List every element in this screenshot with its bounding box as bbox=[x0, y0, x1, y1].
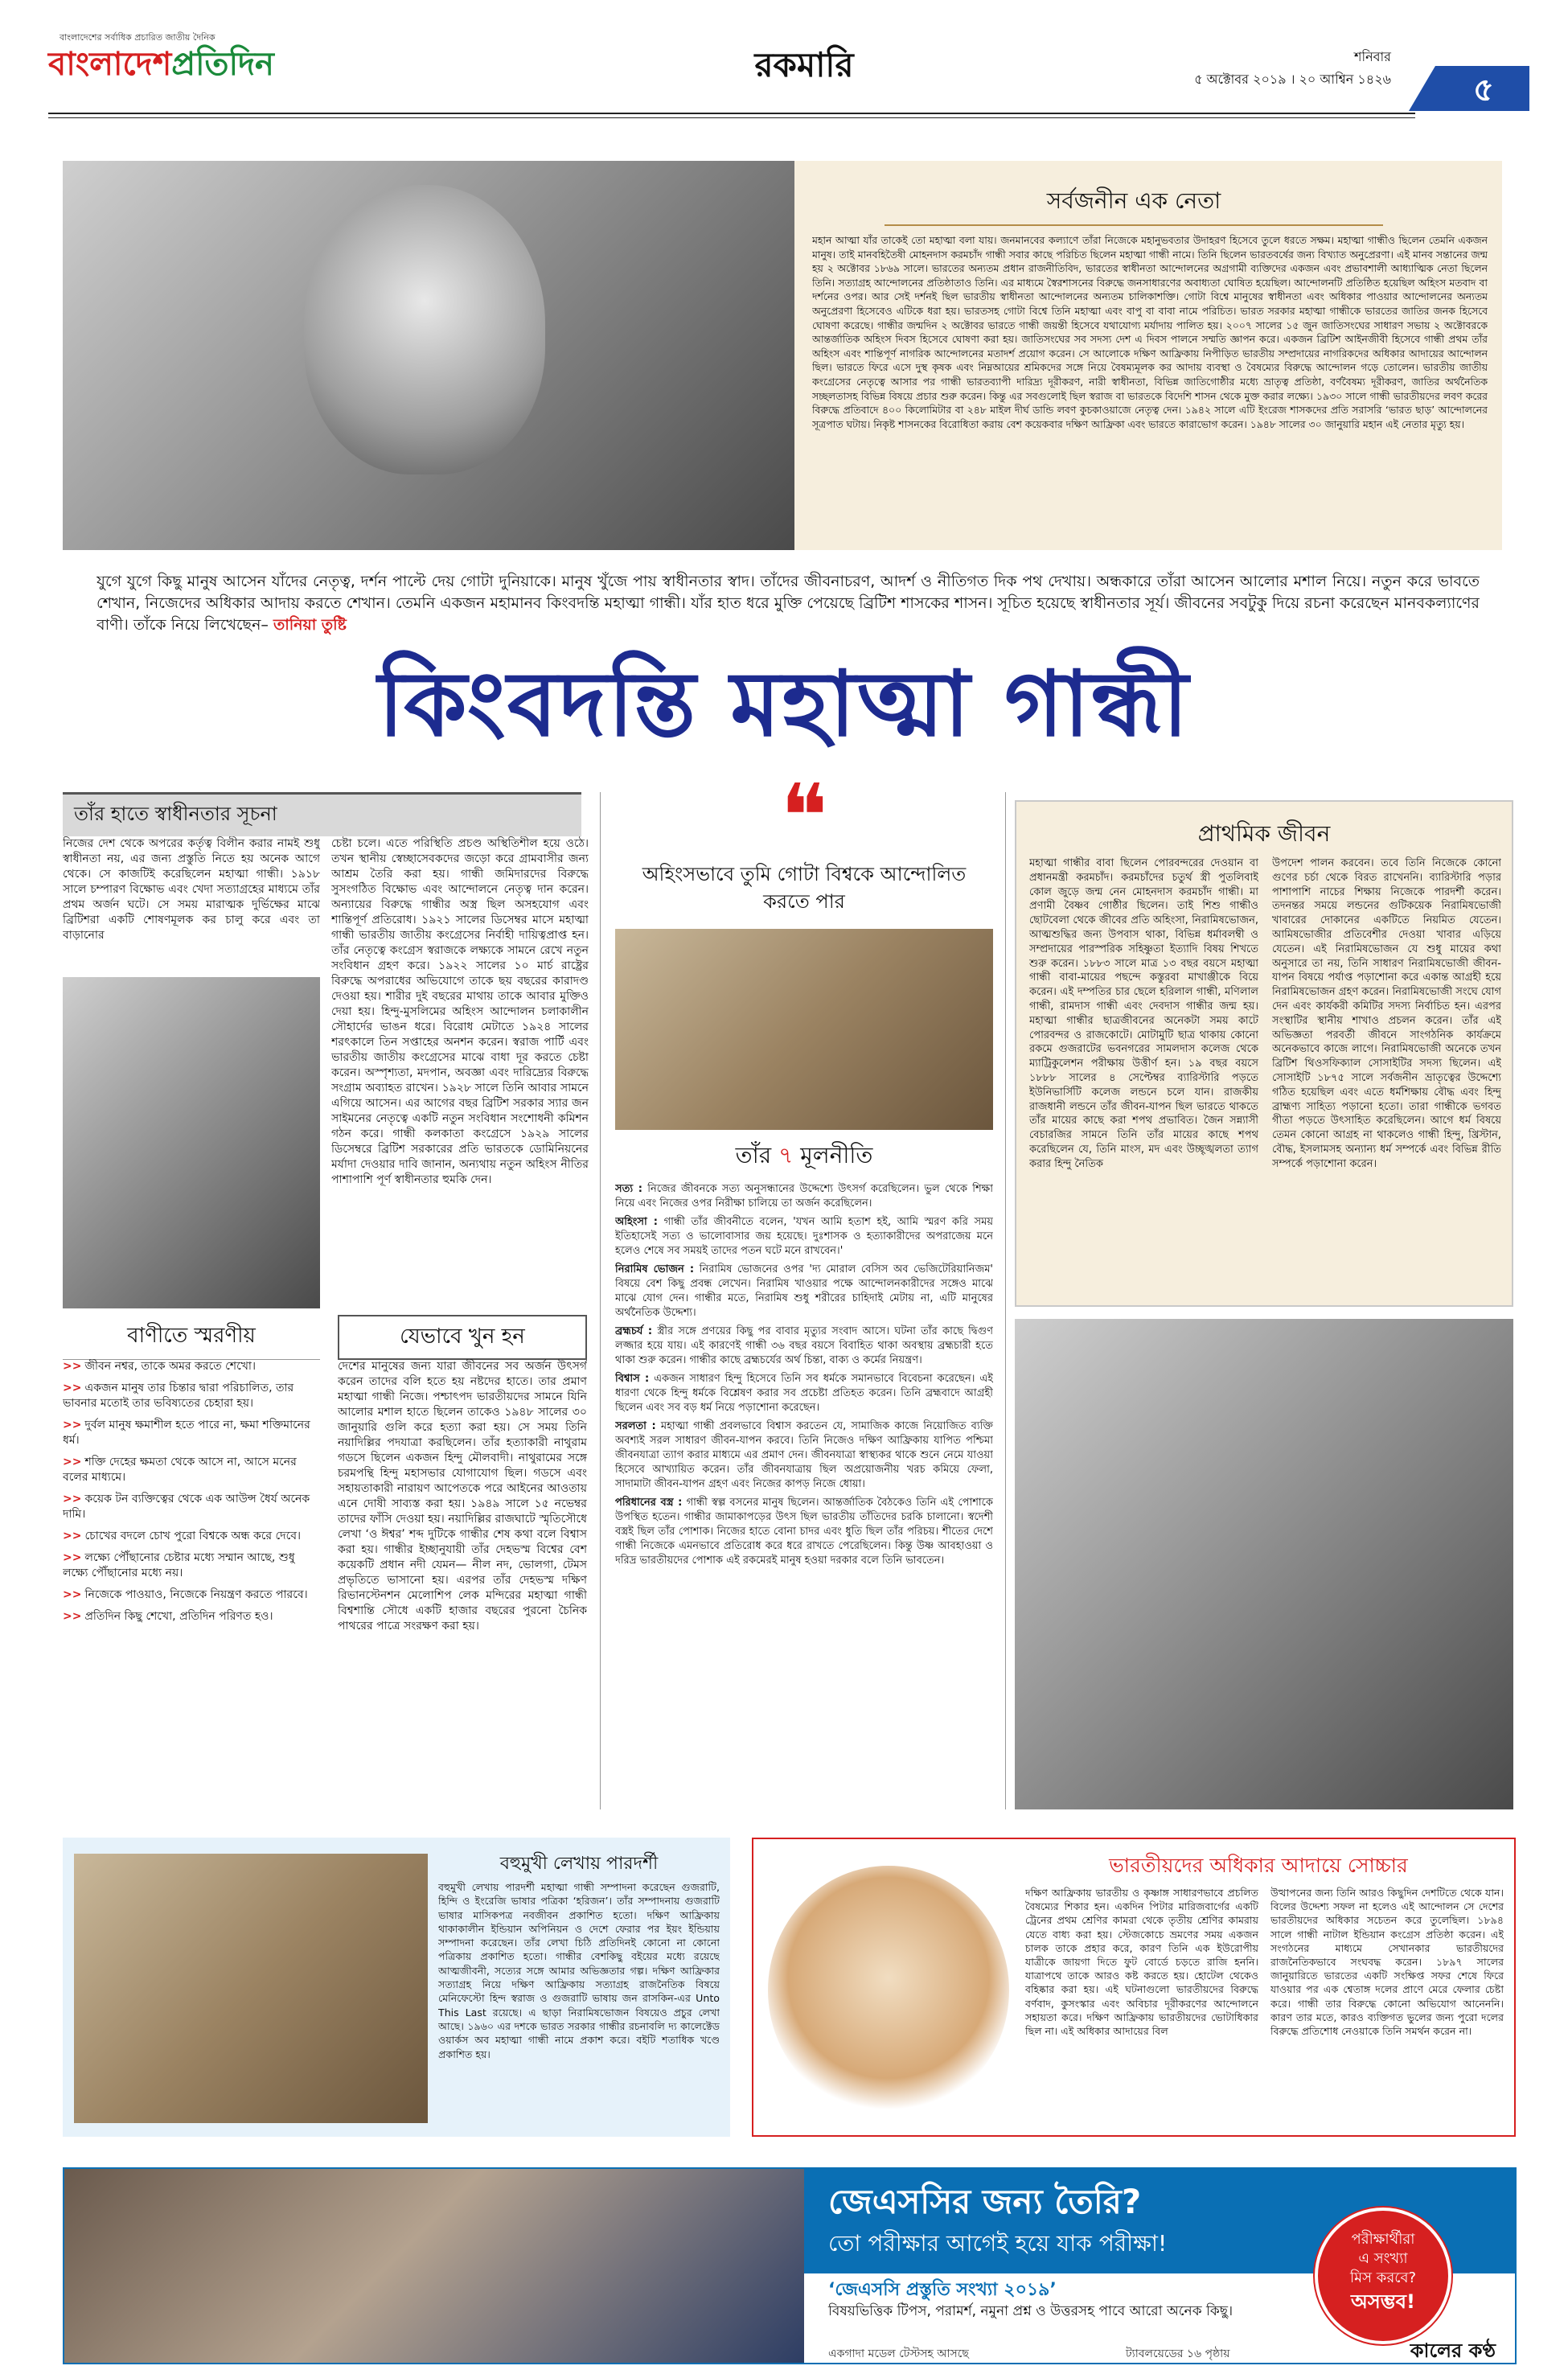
quote-item: >> দুর্বল মানুষ ক্ষমাশীল হতে পারে না, ক্ষমা শক্তিমানের ধর্ম। bbox=[63, 1419, 310, 1447]
principles-list bbox=[615, 1182, 993, 1809]
quote-item: >> একজন মানুষ তার চিন্তার দ্বারা পরিচালিত, তার ভাবনার মতোই তার ভবিষ্যতের চেহারা হয়। bbox=[63, 1382, 294, 1410]
students-photo bbox=[64, 2169, 804, 2363]
quotes-list bbox=[63, 1359, 320, 1809]
logo-accent: প্রতিদিন bbox=[171, 46, 274, 83]
section-title: রকমারি bbox=[754, 45, 854, 84]
header-rule bbox=[48, 113, 1415, 114]
quote-item: >> লক্ষ্যে পৌঁছানোর চেষ্টার মধ্যে সম্মান আছে, শুধু লক্ষ্যে পৌঁছানোর মধ্যে নয়। bbox=[63, 1551, 295, 1579]
freedom-col1: নিজের দেশ থেকে অপরের কর্তৃত্ব বিলীন করার নামই শুধু স্বাধীনতা নয়, এর জন্য প্রস্তুতি নিতে হয় অনেক আগে থেকে। সে কাজটিই করেছিলেন মহাত্মা গান্ধী। ১৯১৮ সালে চম্পারণ বিক্ষোভ এবং খেদা সত্যাগ্রহের মাধ্যমে তাঁর প্রথম অর্জন ঘটে। সে সময় মারাত্মক দুর্ভিক্ষের মাঝে ব্রিটিশরা একটি শোষণমূলক কর চালু করে এবং তা বাড়ানোর bbox=[63, 837, 320, 942]
principles-heading bbox=[615, 1138, 993, 1176]
ad-badge bbox=[1315, 2208, 1451, 2344]
intro-paragraph bbox=[96, 571, 1480, 659]
main-headline: কিংবদন্তি মহাত্মা গান্ধী bbox=[378, 652, 1190, 757]
header-rule-thin bbox=[48, 117, 1415, 118]
principle-item: বিশ্বাস : একজন সাধারণ হিন্দু হিসেবে তিনি সব ধর্মকে সমানভাবে বিবেচনা করেছেন। এই ধারণা থেকে হিন্দু ধর্মকে বিশ্লেষণ করার সব প্রচেষ্টা প্রতিহত করেন। তিনি ব্রহ্মবাদে আগ্রহী ছিলেন এবং সব বড় ধর্ম নিয়ে পড়াশোনা করেছেন। bbox=[615, 1373, 993, 1414]
early-life-col2: উপদেশ পালন করবেন। তবে তিনি নিজেকে কোনো গুণের চর্চা থেকে বিরত রাখেননি। ব্যারিস্টারি পড়ার পাশাপাশি নাচের শিক্ষায় নিজেকে পারদর্শী করেন। তদনন্তর সময়ে লন্ডনের গুটিকয়েক নিরামিষভোজী খাবারের দোকানের একটিতে নিয়মিত যেতেন। আমিষভোজীর প্রতিবেশীর দেওয়া খাবার এড়িয়ে যেতেন। এই নিরামিষভোজন যে শুধু মায়ের কথা অনুসারে তা নয়, তিনি সাধারণ নিরামিষভোজী জীবন-যাপন বিষয়ে পর্যাপ্ত পড়াশোনা করে একান্ত আগ্রহী হয়ে নিরামিষভোজন গ্রহণ করেন। নিরামিষভোজী সংঘে যোগ দেন এবং কার্যকরী কমিটির সদস্য নির্বাচিত হন। এরপর সংস্থাটির স্থানীয় শাখাও প্রচলন করেন। তাঁর এই অভিজ্ঞতা পরবর্তী জীবনে সাংগঠনিক কার্যক্রমে অনেকভাবে কাজে লাগে। নিরামিষভোজী অনেকে তখন ব্রিটিশ থিওসফিক্যাল সোসাইটির সদস্য ছিলেন। এই সোসাইটি ১৮৭৫ সালে সর্বজনীন ভ্রাতৃত্বের উদ্দেশ্যে গঠিত হয়েছিল এবং এতে ধর্মশিক্ষায় বৌদ্ধ এবং হিন্দু ব্রাহ্মণ্য সাহিত্য পড়ানো হতো। তারা গান্ধীকে ভগবত গীতা পড়তে উৎসাহিত করেছিলেন। আগে ধর্ম বিষয়ে তেমন কোনো আগ্রহ না থাকলেও গান্ধী হিন্দু, খ্রিস্টান, বৌদ্ধ, ইসলামসহ অন্যান্য ধর্ম সম্পর্কে এবং বিভিন্ন রীতি সম্পর্কে পড়াশোনা করেন। bbox=[1272, 857, 1501, 1170]
quote-item: >> শক্তি দেহের ক্ষমতা থেকে আসে না, আসে মনের বলের মাধ্যমে। bbox=[63, 1456, 297, 1484]
badge-line-1: পরীক্ষার্থীরা bbox=[1351, 2231, 1415, 2248]
ad-issue-name: ‘জেএসসি প্রস্তুতি সংখ্যা ২০১৯’ bbox=[828, 2280, 1057, 2300]
principle-item: ব্রহ্মচর্য : স্ত্রীর সঙ্গে প্রণয়ের কিছু পর বাবার মৃত্যুর সংবাদ আসে। ঘটনা তাঁর কাছে দ্বিগুণ লজ্জার হয়ে যায়। এই কারণেই গান্ধী ৩৬ বছর বয়সে বিবাহিত থাকা অবস্থায় ব্রহ্মচারী হতে থাকা শুরু করেন। গান্ধীর কাছে ব্রহ্মচর্যের অর্থ চিন্তা, বাক্য ও কর্মের নিয়ন্ত্রণ। bbox=[615, 1325, 993, 1366]
rights-col1: দক্ষিণ আফ্রিকায় ভারতীয় ও কৃষ্ণাঙ্গ সাধারণভাবে প্রচলিত বৈষম্যের শিকার হন। একদিন পিটার মারিজবার্গের একটি ট্রেনের প্রথম শ্রেণির কামরা থেকে তৃতীয় শ্রেণির কামরায় যেতে বাধ্য করা হয়। স্টেজকোচে ভ্রমণের সময় একজন চালক তাকে প্রহার করে, কারণ তিনি এক ইউরোপীয় যাত্রীকে জায়গা দিতে ফুট বোর্ডে চড়তে রাজি হননি। যাত্রাপথে তাকে আরও কষ্ট করতে হয়। হোটেল থেকেও বহিষ্কার করা হয়। এই ঘটনাগুলো ভারতীয়দের বিরুদ্ধে বর্ণবাদ, কুসংস্কার এবং অবিচার দূরীকরণের আন্দোলনে সহায়তা করে। দক্ষিণ আফ্রিকায় ভারতীয়দের ভোটাধিকার ছিল না। এই অধিকার আদায়ের বিল bbox=[1025, 1887, 1258, 2038]
gandhi-spinning-wheel-photo bbox=[615, 929, 993, 1130]
ad-headline: জেএসসির জন্য তৈরি? bbox=[828, 2182, 1142, 2221]
principle-item: সরলতা : মহাত্মা গান্ধী প্রবলভাবে বিশ্বাস করতেন যে, সামাজিক কাজে নিয়োজিত ব্যক্তি অবশ্যই সরল সাধারণ জীবন-যাপন করবে। তিনি নিজেও দক্ষিণ আফ্রিকায় যাপিত পশ্চিমা জীবনযাত্রা ত্যাগ করার মাধ্যমে এর প্রমাণ দেন। জীবনযাত্রা স্বাস্থ্যকর থাকে শুনে নেমে যাওয়া হিসেবে আখ্যায়িত করেন। তাঁর জীবনযাত্রায় ছিল অপ্রয়োজনীয় খরচ কমিয়ে ফেলা, সাদামাটা জীবন-যাপন গ্রহণ এবং নিজের কাপড় নিজে ধোয়া। bbox=[615, 1420, 993, 1490]
quote-item: >> জীবন নশ্বর, তাকে অমর করতে শেখো। bbox=[63, 1360, 256, 1373]
murder-body: দেশের মানুষের জন্য যারা জীবনের সব অর্জন উৎসর্গ করেন তাদের বলি হতে হয় নষ্টদের হাতে। তার প্রমাণ মহাত্মা গান্ধী নিজে। পশ্চাৎপদ ভারতীয়দের সামনে যিনি আলোর মশাল হাতে ছিলেন তাকেও ১৯৪৮ সালের ৩০ জানুয়ারি গুলি করে হত্যা করা হয়। সে সময় তিনি নয়াদিল্লির পদযাত্রা করছিলেন। তাঁর হত্যাকারী নাথুরাম গডসে ছিলেন একজন হিন্দু মৌলবাদী। নাথুরামের সঙ্গে চরমপন্থি হিন্দু মহাসভার যোগাযোগ ছিল। গডসে এবং সহায়তাকারী নারায়ণ আপেতকে পরে আইনের আওতায় এনে দোষী সাব্যস্ত করা হয়। ১৯৪৯ সালে ১৫ নভেম্বর তাদের ফাঁসি দেওয়া হয়। নয়াদিল্লির রাজঘাটে স্মৃতিসৌধে লেখা ‘ও ঈশ্বর’ শব্দ দুটিকে গান্ধীর শেষ কথা বলে বিশ্বাস করা হয়। গান্ধীর ইচ্ছানুযায়ী তাঁর দেহভস্ম বিশ্বের বেশ কয়েকটি প্রধান নদী যেমন— নীল নদ, ভোলগা, টেমস প্রভৃতিতে ভাসানো হয়। এরপর তাঁর দেহভস্ম দক্ষিণ রিভানস্টেনশন মেলোশিপ লেক মন্দিরের মহাত্মা গান্ধী বিশ্বশান্তি সৌধে একটি হাজার বছরের পুরনো চৈনিক পাথরের পাত্রে সংরক্ষণ করা হয়। bbox=[338, 1360, 587, 1633]
gandhi-portrait-photo bbox=[63, 161, 794, 550]
quote-item: >> চোখের বদলে চোখ পুরো বিশ্বকে অন্ধ করে দেবে। bbox=[63, 1530, 302, 1542]
early-life-heading: প্রাথমিক জীবন bbox=[1197, 820, 1331, 847]
ad-footer-line-2: ট্যাবলয়েডের ১৬ পৃষ্ঠায় bbox=[1126, 2347, 1230, 2360]
principle-item: অহিংসা : গান্ধী তাঁর জীবনীতে বলেন, 'যখন আমি হতাশ হই, আমি স্মরণ করি সময় ইতিহাসেই সত্য ও ভালোবাসার জয় হয়েছে। দুঃশাসক ও হত্যাকারীদের অপরাজেয় মনে হলেও শেষে সব সময়ই তাদের পতন ঘটে মনে রাখবেন।' bbox=[615, 1216, 993, 1257]
principle-item: সত্য : নিজের জীবনকে সত্য অনুসন্ধানের উদ্দেশ্যে উৎসর্গ করেছিলেন। ভুল থেকে শিক্ষা নিয়ে এবং নিজের ওপর নিরীক্ষা চালিয়ে তা অর্জন করেছিলেন। bbox=[615, 1183, 993, 1210]
badge-line-2: এ সংখ্যা bbox=[1358, 2250, 1408, 2267]
column-divider bbox=[600, 792, 601, 1809]
quote-mark-icon: ❝ bbox=[780, 765, 828, 868]
quote-item: >> নিজেকে পাওয়াও, নিজেকে নিয়ন্ত্রণ করতে পারবে। bbox=[63, 1588, 308, 1601]
gandhi-walking-photo bbox=[63, 977, 320, 1308]
murder-heading: যেভাবে খুন হন bbox=[338, 1315, 587, 1360]
writer-heading: বহুমুখী লেখায় পারদর্শী bbox=[499, 1854, 659, 1874]
kaler-kantho-logo[interactable]: কালের কণ্ঠ bbox=[1410, 2339, 1496, 2362]
quotes-heading: বাণীতে স্মরণীয় bbox=[63, 1319, 320, 1360]
principle-item: নিরামিষ ভোজন : নিরামিষ ভোজনের ওপর 'দ্য মোরাল বেসিস অব ভেজিটেরিয়ানিজম' বিষয়ে বেশ কিছু প্রবন্ধ লেখেন। নিরামিষ খাওয়ার পক্ষে আন্দোলনকারীদের সঙ্গেও মাঝে মাঝে যোগ দেন। গান্ধীর মতে, নিরামিষ শুধু শরীরের চাহিদাই মেটায় না, এটি মানুষের অর্থনৈতিক উদ্দেশ্য। bbox=[615, 1263, 993, 1319]
rights-heading: ভারতীয়দের অধিকার আদায়ে সোচ্চার bbox=[1109, 1854, 1408, 1877]
principle-item: পরিধানের বস্ত্র : গান্ধী স্বল্প বসনের মানুষ ছিলেন। আন্তর্জাতিক বৈঠকেও তিনি এই পোশাকে উপস্থিত হতেন। গান্ধীর জামাকাপড়ের উৎস ছিল ভারতীয় তাঁতিদের চরকি চালানো। স্বদেশী বস্ত্রই ছিল তাঁর পোশাক। নিজের হাতে বোনা চাদর এবং ধুতি ছিল তাঁর পরিচয়। শীতের দেশে গান্ধী নিজেকে এমনভাবে প্রতিরোধ করে ধরে রাখতে পেরেছিলেন। কিন্তু উষ্ণ আবহাওয়া ও দরিদ্র ভারতীয়দের পোশাক এই রকমেরই মানুষ হওয়া দরকার বলে তিনি ভাবতেন। bbox=[615, 1497, 993, 1567]
logo-main: বাংলাদেশ bbox=[48, 46, 172, 83]
logo-tagline: বাংলাদেশের সর্বাধিক প্রচারিত জাতীয় দৈনিক bbox=[60, 32, 215, 43]
newspaper-logo[interactable] bbox=[48, 46, 338, 83]
intro-author: তানিয়া তুষ্টি bbox=[273, 616, 347, 634]
quote-item: >> প্রতিদিন কিছু শেখো, প্রতিদিন পরিণত হও। bbox=[63, 1610, 273, 1623]
gandhi-sketch-illustration bbox=[768, 1866, 1009, 2115]
principles-title-suffix: মূলনীতি bbox=[793, 1142, 873, 1169]
portrait-face bbox=[304, 185, 545, 474]
badge-line-3: মিস করবে? bbox=[1349, 2269, 1417, 2286]
issue-date: ৫ অক্টোবর ২০১৯ । ২০ আশ্বিন ১৪২৬ bbox=[1194, 72, 1391, 87]
quote-item: >> কয়েক টন ব্যক্তিত্বের থেকে এক আউন্স ধৈর্য অনেক দামি। bbox=[63, 1493, 310, 1521]
top-article-title: সর্বজনীন এক নেতা bbox=[885, 183, 1383, 226]
principles-title-prefix: তাঁর bbox=[735, 1142, 779, 1169]
rights-col2: উত্থাপনের জন্য তিনি আরও কিছুদিন দেশটিতে থেকে যান। বিলের উদ্দেশ্য সফল না হলেও এই আন্দোলন সে দেশের ভারতীয়দের অধিকার সচেতন করে তুলেছিল। ১৮৯৪ সালে গান্ধী নাটাল ইন্ডিয়ান কংগ্রেস প্রতিষ্ঠা করেন। এই সংগঠনের মাধ্যমে সেখানকার ভারতীয়দের রাজনৈতিকভাবে সংঘবদ্ধ করেন। ১৮৯৭ সালের জানুয়ারিতে ভারতের একটি সংক্ষিপ্ত সফর শেষে ফিরে যাওয়ার পর এক শ্বেতাঙ্গ দলের প্রাণে মেরে ফেলার চেষ্টা করে। গান্ধী তার বিরুদ্ধে কোনো অভিযোগ আনেননি। কারণ তার মতে, কারও ব্যক্তিগত ভুলের জন্য পুরো দলের বিরুদ্ধে প্রতিশোধ নেওয়াকে তিনি সমর্থন করেন না। bbox=[1270, 1887, 1504, 2038]
ad-subheadline: তো পরীক্ষার আগেই হয়ে যাক পরীক্ষা! bbox=[828, 2230, 1168, 2257]
masthead bbox=[48, 31, 338, 103]
gandhi-writing-photo bbox=[74, 1854, 428, 2123]
writer-body: বহুমুখী লেখায় পারদর্শী মহাত্মা গান্ধী সম্পাদনা করেছেন গুজরাটি, হিন্দি ও ইংরেজি ভাষার পত্রিকা ‘হরিজন’। তাঁর সম্পাদনায় গুজরাটি ভাষার মাসিকপত্র নবজীবন প্রকাশিত হতো। দক্ষিণ আফ্রিকায় থাকাকালীন ইন্ডিয়ান অপিনিয়ন ও দেশে ফেরার পর ইয়ং ইন্ডিয়ায় সম্পাদনা করেছেন। তাঁর লেখা চিঠি প্রতিদিনই কোনো না কোনো পত্রিকায় প্রকাশিত হতো। গান্ধীর বেশকিছু বইয়ের মধ্যে রয়েছে আত্মজীবনী, সত্যের সঙ্গে আমার অভিজ্ঞতার গল্প। দক্ষিণ আফ্রিকার সত্যাগ্রহ নিয়ে দক্ষিণ আফ্রিকায় সত্যাগ্রহ রাজনৈতিক বিষয়ে মেনিফেস্টো হিন্দ স্বরাজ ও গুজরাটি ভাষায় জন রাসকিন-এর Unto This Last রয়েছে। এ ছাড়া নিরামিষভোজন বিষয়েও প্রচুর লেখা আছে। ১৯৬০ এর দশকে ভারত সরকার গান্ধীর রচনাবলি দ্য কালেক্টেড ওয়ার্কস অব মহাত্মা গান্ধী নামে প্রকাশ করে। বইটি শতাধিক খণ্ডে প্রকাশিত হয়। bbox=[438, 1881, 720, 2060]
ad-footer-line-1: একগাদা মডেল টেস্টসহ আসছে bbox=[828, 2347, 969, 2360]
principles-title-number: ৭ bbox=[778, 1142, 794, 1169]
top-article-body: মহান আত্মা যাঁর তাকেই তো মহাত্মা বলা যায়। জনমানবের কল্যাণে তাঁরা নিজেকে মহানুভবতার উদাহরণ হিসেবে তুলে ধরতে সক্ষম। মহাত্মা গান্ধীও ছিলেন তেমনি একজন মানুষ। তাই মানবহিতৈষী মোহনদাস করমচাঁদ গান্ধী সবার কাছে পরিচিত ছিলেন মহাত্মা গান্ধী নামে। তিনি ছিলেন ভারতবর্ষের জন্য বিখ্যাত অনুপ্রেরণা। এই মানব সন্তানের জন্ম হয় ২ অক্টোবর ১৮৬৯ সালে। ভারতের অন্যতম প্রধান রাজনীতিবিদ, ভারতের স্বাধীনতা আন্দোলনের অগ্রগামী ব্যক্তিদের একজন এবং প্রভাবশালী আধ্যাত্মিক নেতা ছিলেন তিনি। সত্যাগ্রহ আন্দোলনের প্রতিষ্ঠাতাও তিনি। এর মাধ্যমে স্বৈরশাসনের বিরুদ্ধে জনসাধারণের অবাধ্যতা ঘোষিত হয়েছিল। আন্দোলনটি প্রতিষ্ঠিত হয়েছিল অহিংস মতবাদ বা দর্শনের ওপর। আর সেই দর্শনই ছিল ভারতীয় স্বাধীনতা আন্দোলনের অন্যতম চালিকাশক্তি। গোটা বিশ্বে মানুষের স্বাধীনতা এবং অধিকার পাওয়ার আন্দোলনের অন্যতম অনুপ্রেরণা হিসেবেও এটিকে ধরা হয়। ভারতসহ গোটা বিশ্বে তিনি মহাত্মা এবং বাপু বা বাবা নামে পরিচিত। ভারত সরকার মহাত্মা গান্ধীকে ভারতের জাতির জনক হিসেবে ঘোষণা করেছে। গান্ধীর জন্মদিন ২ অক্টোবর ভারতে গান্ধী জয়ন্তী হিসেবে যথাযোগ্য মর্যাদায় পালিত হয়। ২০০৭ সালের ১৫ জুন জাতিসংঘের সাধারণ সভায় ২ অক্টোবরকে আন্তর্জাতিক অহিংস দিবস হিসেবে ঘোষণা করা হয়। জাতিসংঘের সব সদস্য দেশ এ দিবস পালনে সম্মতি জ্ঞাপন করে। একজন ব্রিটিশ আইনজীবী হিসেবে গান্ধী প্রথম তাঁর অহিংস এবং শান্তিপূর্ণ নাগরিক আন্দোলনের মতাদর্শ প্রয়োগ করেন। সে আলোকে দক্ষিণ আফ্রিকায় নিপীড়িত ভারতীয় সম্প্রদায়ের নাগরিকদের অধিকার আদায়ের আন্দোলন ছিল। ভারতে ফিরে এসে দুস্থ কৃষক এবং নিম্নআয়ের শ্রমিকদের সঙ্গে নিয়ে বৈষম্যমূলক কর আদায় ব্যবস্থা ও বৈষম্যের বিরুদ্ধে আন্দোলন গড়ে তোলেন। ভারতীয় জাতীয় কংগ্রেসের নেতৃত্বে আসার পর গান্ধী ভারতব্যাপী দারিদ্র্য দূরীকরণ, নারী স্বাধীনতা, বিভিন্ন জাতিগোষ্ঠীর মধ্যে ভ্রাতৃত্ব প্রতিষ্ঠা, বর্ণবৈষম্য দূরীকরণ, জাতির অর্থনৈতিক সচ্ছলতাসহ বিভিন্ন বিষয়ে প্রচার শুরু করেন। কিন্তু এর সবগুলোই ছিল স্বরাজ বা ভারতকে বিদেশি শাসন থেকে মুক্ত করার লক্ষ্যে। ১৯৩০ সালে গান্ধী ভারতীয়দের লবণ করের বিরুদ্ধে প্রতিবাদে ৪০০ কিলোমিটার বা ২৪৮ মাইল দীর্ঘ ডান্ডি লবণ কুচকাওয়াজে নেতৃত্ব দেন। ১৯৪২ সালে এটি ইংরেজ শাসকদের প্রতি সরাসরি ‘ভারত ছাড়’ আন্দোলনের সূত্রপাত ঘটায়। নিকৃষ্ট শাসনকের বিরোধিতা করায় বেশ কয়েকবার দক্ষিণ আফ্রিকা এবং ভারতে কারাভোগ করেন। ১৯৪৮ সালের ৩০ জানুয়ারি মহান এই নেতার মৃত্যু হয়। bbox=[812, 234, 1488, 430]
badge-line-4: অসম্ভব! bbox=[1351, 2290, 1415, 2313]
column-divider bbox=[1005, 792, 1006, 1809]
freedom-heading: তাঁর হাতে স্বাধীনতার সূচনা bbox=[63, 792, 581, 836]
page-number: ৫ bbox=[1473, 72, 1494, 109]
issue-day: শনিবার bbox=[1354, 49, 1391, 64]
intro-text: যুগে যুগে কিছু মানুষ আসেন যাঁদের নেতৃত্ব, দর্শন পাল্টে দেয় গোটা দুনিয়াকে। মানুষ খুঁজে পায় স্বাধীনতার স্বাদ। তাঁদের জীবনাচরণ, আদর্শ ও নীতিগত দিক পথ দেখায়। অন্ধকারে তাঁরা আসেন আলোর মশাল নিয়ে। নতুন করে ভাবতে শেখান, নিজেদের অধিকার আদায় করতে শেখান। তেমনি একজন মহামানব কিংবদন্তি মহাত্মা গান্ধী। যাঁর হাত ধরে মুক্তি পেয়েছে ব্রিটিশ শাসকের শাসন। সূচিত হয়েছে স্বাধীনতার সূর্য। জীবনের সবটুকু দিয়ে রচনা করেছেন মানবকল্যাণের বাণী। তাঁকে নিয়ে লিখেছেন– bbox=[96, 573, 1480, 634]
salt-march-photo bbox=[1015, 1319, 1513, 1809]
freedom-col2: চেষ্টা চলে। এতে পরিস্থিতি প্রচণ্ড অস্থিতিশীল হয়ে ওঠে। তখন স্থানীয় স্বেচ্ছাসেবকদের জড়ো করে গ্রামবাসীর জন্য আশ্রম তৈরি করা হয়। গান্ধী জমিদারদের বিরুদ্ধে সুসংগঠিত বিক্ষোভ এবং আন্দোলনে নেতৃত্ব দান করেন। অন্যায়ের বিরুদ্ধে গান্ধীর অস্ত্র ছিল অসহযোগ এবং শান্তিপূর্ণ প্রতিরোধ। ১৯২১ সালের ডিসেম্বর মাসে মহাত্মা গান্ধী ভারতীয় জাতীয় কংগ্রেসের নির্বাহী দায়িত্বপ্রাপ্ত হন। তাঁর নেতৃত্বে কংগ্রেস স্বরাজকে লক্ষ্যকে সামনে রেখে নতুন সংবিধান গ্রহণ করে। ১৯২২ সালের ১০ মার্চ রাষ্ট্রের বিরুদ্ধে অপরাধের অভিযোগে তাকে ছয় বছরের কারাদণ্ড দেওয়া হয়। শারীর দুই বছরের মাথায় তাকে আবার মুক্তিও দেয়া হয়। হিন্দু-মুসলিমের অহিংস আন্দোলন চলাকালীন সৌহার্দের ভাঙন ধরে। বিরোধ মেটাতে ১৯২৪ সালের শরৎকালে তিন সপ্তাহের অনশন করেন। স্বরাজ পার্টি এবং ভারতীয় জাতীয় কংগ্রেসের মাঝে বাধা দূর করতে চেষ্টা করেন। অস্পৃশ্যতা, মদপান, অবজ্ঞা এবং দারিদ্র্যের বিরুদ্ধে সংগ্রাম অব্যাহত রাখেন। ১৯২৮ সালে তিনি আবার সামনে এগিয়ে আসেন। এর আগের বছর ব্রিটিশ সরকার স্যার জন সাইমনের নেতৃত্বে একটি নতুন সংবিধান সংশোধনী কমিশন গঠন করে। গান্ধী কলকাতা কংগ্রেসে ১৯২৯ সালের ডিসেম্বরে ব্রিটিশ সরকারের প্রতি ভারতকে ডোমিনিয়নের মর্যাদা দেওয়ার দাবি জানান, অন্যথায় নতুন অহিংস নীতির পাশাপাশি পূর্ণ স্বাধীনতার হুমকি দেন। bbox=[331, 837, 589, 1186]
ad-description: বিষয়ভিত্তিক টিপস, পরামর্শ, নমুনা প্রশ্ন ও উত্তরসহ পাবে আরো অনেক কিছু। bbox=[828, 2303, 1233, 2319]
principles-quote: অহিংসভাবে তুমি গোটা বিশ্বকে আন্দোলিত করতে পার bbox=[642, 863, 967, 913]
early-life-col1: মহাত্মা গান্ধীর বাবা ছিলেন পোরবন্দরের দেওয়ান বা প্রধানমন্ত্রী করমচাঁদ। করমচাঁদের চতুর্থ স্ত্রী পুতলিবাই কোল জুড়ে জন্ম নেন মোহনদাস করমচাঁদ গান্ধী। মা প্রণামী বৈষ্ণব গোষ্ঠীর ছিলেন। তাই শিশু গান্ধীও ছোটবেলা থেকে জীবের প্রতি অহিংসা, নিরামিষভোজন, আত্মশুদ্ধির জন্য উপবাস থাকা, বিভিন্ন ধর্মাবলম্বী ও সম্প্রদায়ের পারস্পরিক সহিষ্ণুতা ইত্যাদি বিষয় শিখতে শুরু করেন। ১৮৮৩ সালে মাত্র ১৩ বছর বয়সে মহাত্মা গান্ধী বাবা-মায়ের পছন্দে কস্তুরবা মাখাঞ্জীকে বিয়ে করেন। এই দম্পতির চার ছেলে হরিলাল গান্ধী, মণিলাল গান্ধী, রামদাস গান্ধী এবং দেবদাস গান্ধীর জন্ম হয়। মহাত্মা গান্ধীর ছাত্রজীবনের অনেকটা সময় কাটে পোরবন্দর ও রাজকোটে। মোটামুটি ছাত্র থাকায় কোনো রকমে গুজরাটের ভবনগরের সামলদাস কলেজ থেকে ম্যাট্রিকুলেশন পরীক্ষায় উত্তীর্ণ হন। ১৯ বছর বয়সে ১৮৮৮ সালের ৪ সেপ্টেম্বর ব্যারিস্টারি পড়তে ইউনিভার্সিটি কলেজ লন্ডনে চলে যান। রাজকীয় রাজধানী লন্ডনে তাঁর জীবন-যাপন ছিল ভারতে থাকতে তাঁর মায়ের কাছে করা শপথ প্রভাবিত। জৈন সন্ন্যাসী বেচারজির সামনে তিনি তাঁর মায়ের কাছে শপথ করেছিলেন যে, তিনি মাংস, মদ এবং উচ্ছৃঙ্খলতা ত্যাগ করার হিন্দু নৈতিক bbox=[1029, 857, 1258, 1170]
